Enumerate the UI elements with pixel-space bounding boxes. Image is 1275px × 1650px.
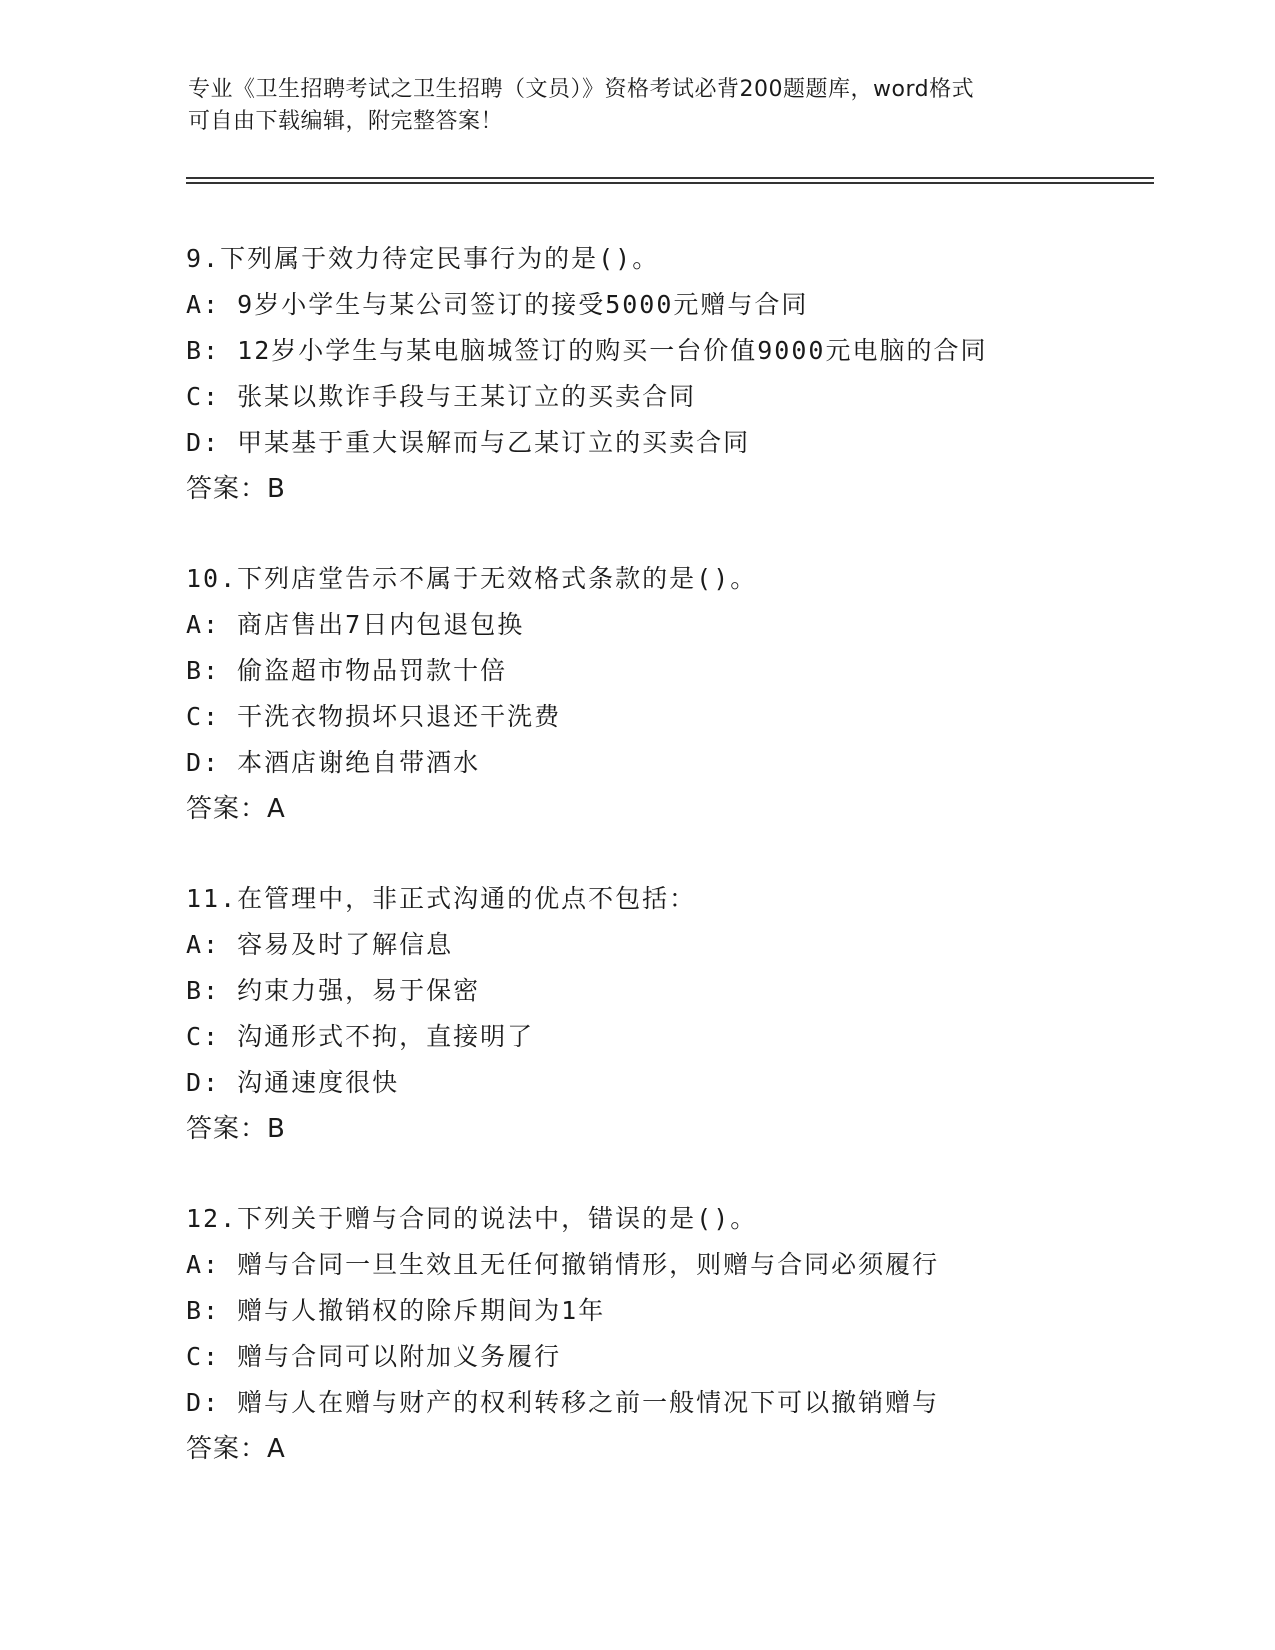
header-line-2: 可自由下载编辑，附完整答案！	[188, 109, 504, 134]
question-stem: 11.在管理中，非正式沟通的优点不包括：	[186, 884, 697, 913]
question-stem: 9.下列属于效力待定民事行为的是()。	[186, 244, 660, 273]
question-stem: 12.下列关于赠与合同的说法中，错误的是()。	[186, 1204, 758, 1233]
option-a: A: 商店售出7日内包退包换	[186, 610, 525, 639]
option-c: C: 干洗衣物损坏只退还干洗费	[186, 702, 562, 731]
option-b: B: 赠与人撤销权的除斥期间为1年	[186, 1296, 606, 1325]
answer: 答案：A	[186, 1434, 286, 1464]
question-11	[186, 876, 1166, 1152]
option-a: A: 9岁小学生与某公司签订的接受5000元赠与合同	[186, 290, 809, 319]
option-d: D: 沟通速度很快	[186, 1068, 400, 1097]
header-line-1: 专业《卫生招聘考试之卫生招聘（文员）》资格考试必背200题题库，word格式	[188, 77, 975, 102]
answer: 答案：B	[186, 474, 286, 504]
question-10	[186, 556, 1166, 832]
header-divider-top	[186, 177, 1154, 179]
option-a: A: 容易及时了解信息	[186, 930, 454, 959]
option-c: C: 沟通形式不拘，直接明了	[186, 1022, 535, 1051]
option-d: D: 甲某基于重大误解而与乙某订立的买卖合同	[186, 428, 751, 457]
option-b: B: 12岁小学生与某电脑城签订的购买一台价值9000元电脑的合同	[186, 336, 988, 365]
option-b: B: 约束力强，易于保密	[186, 976, 481, 1005]
answer: 答案：A	[186, 794, 286, 824]
document-header	[188, 74, 1088, 138]
answer: 答案：B	[186, 1114, 286, 1144]
option-b: B: 偷盗超市物品罚款十倍	[186, 656, 508, 685]
option-c: C: 张某以欺诈手段与王某订立的买卖合同	[186, 382, 697, 411]
question-9	[186, 236, 1166, 512]
option-d: D: 本酒店谢绝自带酒水	[186, 748, 481, 777]
option-d: D: 赠与人在赠与财产的权利转移之前一般情况下可以撤销赠与	[186, 1388, 940, 1417]
question-12	[186, 1196, 1166, 1472]
option-c: C: 赠与合同可以附加义务履行	[186, 1342, 562, 1371]
header-divider-bottom	[186, 182, 1154, 184]
question-stem: 10.下列店堂告示不属于无效格式条款的是()。	[186, 564, 758, 593]
option-a: A: 赠与合同一旦生效且无任何撤销情形，则赠与合同必须履行	[186, 1250, 940, 1279]
